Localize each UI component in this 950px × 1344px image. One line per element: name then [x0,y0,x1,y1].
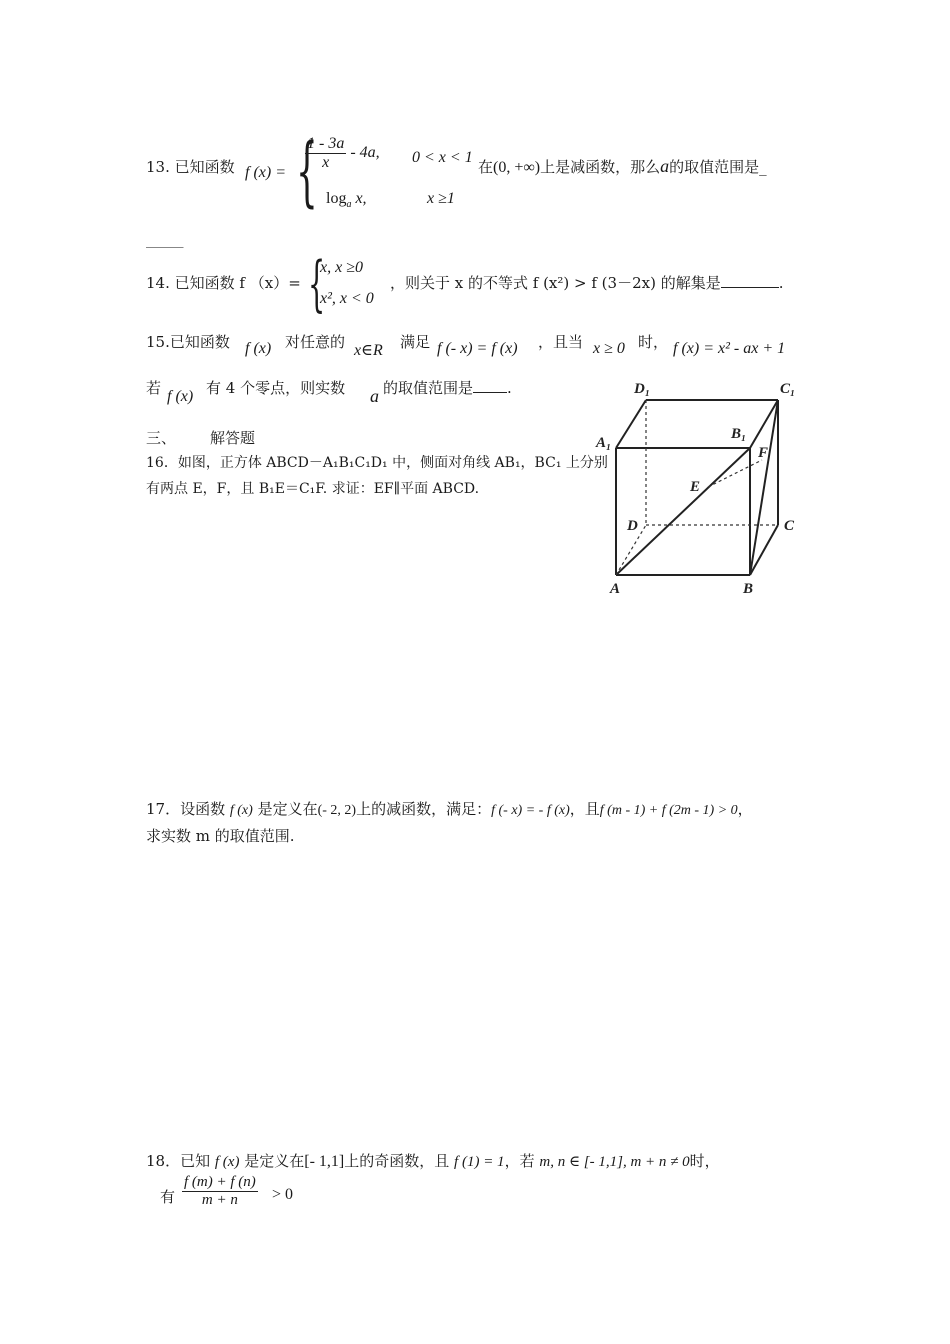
q13-lead: 13. 已知函数 [146,158,235,176]
q14-case2: x², x < 0 [320,290,374,307]
q18-fraction: $\frac{f (m) + f (n)}{m + n}$ [184,1174,256,1208]
q14-answer-blank [721,273,779,288]
q18-line2-b: > 0 [272,1186,294,1203]
label-c1: C₁ [780,381,796,397]
q15-cond: x ≥ 0 [593,340,625,357]
diagonal-ab1 [616,448,750,575]
q17-line2: 求实数 m 的取值范围. [146,827,295,845]
q15-line2-c: 的取值范围是 . [383,379,512,397]
q13-case2: $\log_a x$, [326,190,367,211]
q13-fname: f (x) = [245,164,286,181]
label-d1: D₁ [634,381,651,397]
q15-t1: 对任意的 [285,333,346,351]
q15-t3: ，且当 [538,333,584,351]
q13-case1-cond: 0 < x < 1 [412,149,473,166]
q15-fx: f (x) [245,340,272,357]
q13-brace: { [296,126,318,215]
label-e: E [690,479,701,495]
label-f: F [758,445,769,461]
q16-line1: 16．如图，正方体 ABCD－A₁B₁C₁D₁ 中，侧面对角线 AB₁，BC₁ 上分别 [146,455,608,471]
q15-def: f (x) = x² - ax + 1 [673,340,786,357]
section-heading: 三、 解答题 [146,429,256,447]
label-a1: A₁ [596,435,612,451]
q18-line2-a: 有 [160,1188,176,1206]
q14-lead: 14. 已知函数 f （x）= [146,274,301,292]
q13-case1: $\frac{1 - 3a}{x}$ - 4a, [307,135,380,171]
q15-line2-param: a [370,386,379,406]
edge-a1d1 [616,400,646,448]
label-b1: B₁ [731,426,747,442]
q14-tail: ，则关于 x 的不等式 f (x²) > f (3－2x) 的解集是 . [390,274,784,292]
q17-line1: 17．设函数 f (x) 是定义在(- 2, 2)上的减函数，满足：f (- x) = - f (x)，且f (m - 1) + f (2m - 1) > 0， [146,800,753,818]
q18-line1: 18．已知 f (x) 是定义在[- 1,1]上的奇函数，且 f (1) = 1，若 m, n ∈ [- 1,1], m + n ≠ 0时， [146,1152,720,1170]
q15-t2: 满足 [400,333,431,351]
q15-line2-fx: f (x) [167,388,194,405]
label-d: D [627,518,638,534]
q15-answer-blank [473,378,507,393]
q15-t4: 时， [638,333,669,351]
q15-line2-a: 若 [146,379,162,397]
q14-brace: { [308,249,326,319]
segment-ef [708,460,762,487]
q15-line2-b: 有 4 个零点，则实数 [206,379,346,397]
q16-line2: 有两点 E，F，且 B₁E＝C₁F. 求证：EF∥平面 ABCD. [146,481,480,497]
q15-line1: 15.已知函数 [146,333,230,351]
cube-figure [590,375,810,605]
q13-case2-cond: x ≥1 [427,190,455,207]
label-a: A [610,581,621,597]
q14-case1: x, x ≥0 [320,259,363,276]
q15-xr: x∈R [354,342,383,359]
q13-answer-blank: _____ [146,230,184,248]
q15-eq: f (- x) = f (x) [437,340,518,357]
q13-tail: 在(0, +∞)上是减函数，那么a的取值范围是_ [478,156,767,176]
label-c: C [784,518,795,534]
label-b: B [743,581,754,597]
